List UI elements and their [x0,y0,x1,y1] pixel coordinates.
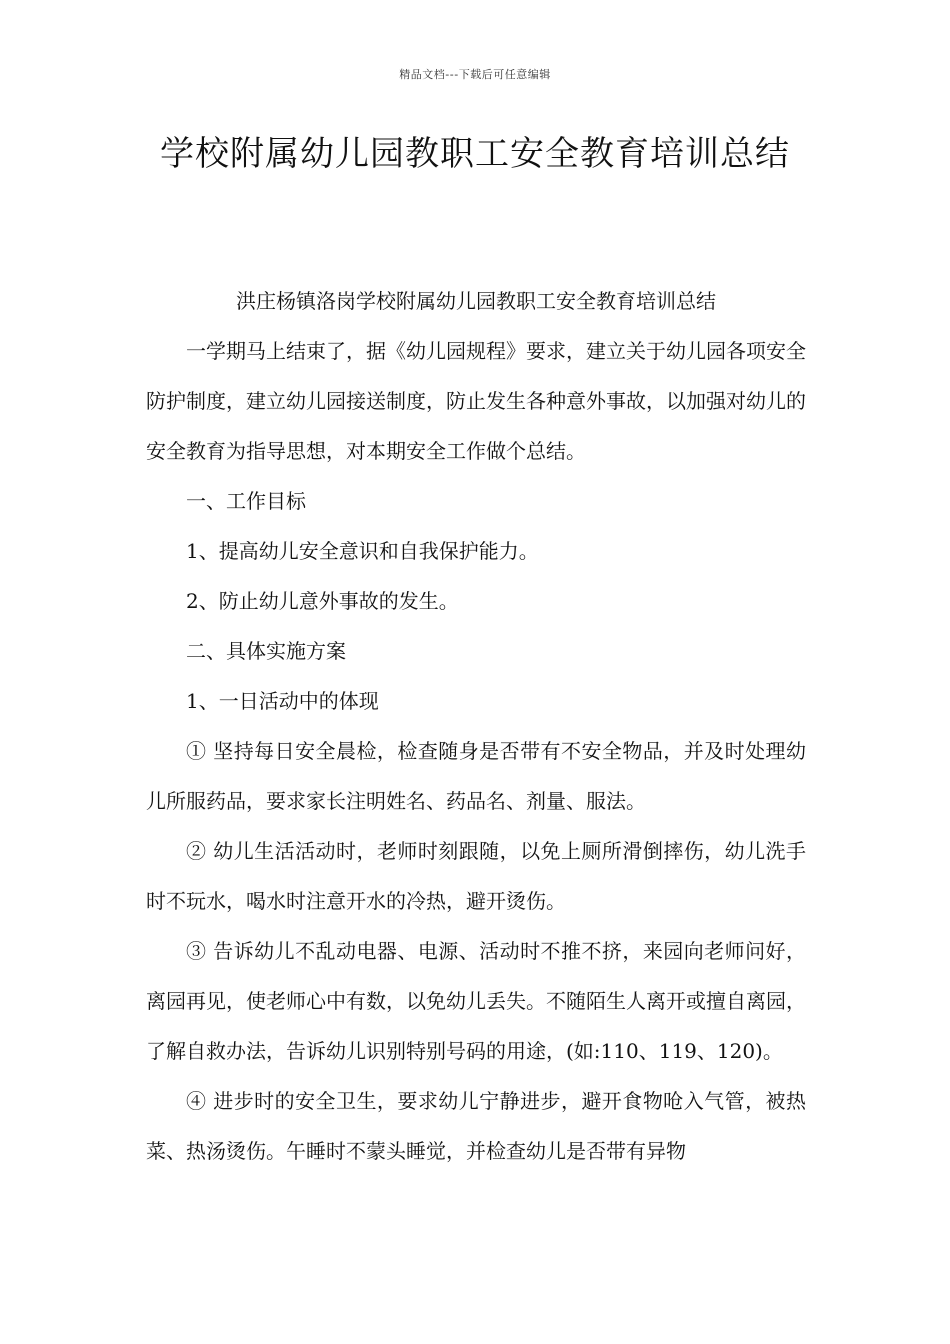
document-body [146,276,806,1176]
document-subtitle: 洪庄杨镇洛岗学校附属幼儿园教职工安全教育培训总结 [236,289,716,313]
section-heading-goals: 一、工作目标 [186,489,306,513]
goal-item-1: 1、提高幼儿安全意识和自我保护能力。 [186,539,539,563]
paragraph-item-3: ③ 告诉幼儿不乱动电器、电源、活动时不推不挤，来园向老师问好，离园再见，使老师心中有数，以免幼儿丢失。不随陌生人离开或擅自离园，了解自救办法，告诉幼儿识别特别号码的用途，(如:110、119、120)。 [146,939,806,1063]
subsection-heading-daily: 1、一日活动中的体现 [186,689,379,713]
goal-item-2: 2、防止幼儿意外事故的发生。 [186,589,459,613]
paragraph-item-1: ① 坚持每日安全晨检，检查随身是否带有不安全物品，并及时处理幼儿所服药品，要求家长注明姓名、药品名、剂量、服法。 [146,739,806,813]
paragraph-item-2: ② 幼儿生活活动时，老师时刻跟随，以免上厕所滑倒摔伤，幼儿洗手时不玩水，喝水时注意开水的冷热，避开烫伤。 [146,839,806,913]
paragraph-item-4: ④ 进步时的安全卫生，要求幼儿宁静进步，避开食物呛入气管，被热菜、热汤烫伤。午睡时不蒙头睡觉，并检查幼儿是否带有异物 [146,1089,806,1163]
header-note: 精品文档---下载后可任意编辑 [399,68,551,81]
document-title: 学校附属幼儿园教职工安全教育培训总结 [160,134,790,174]
paragraph-intro: 一学期马上结束了，据《幼儿园规程》要求，建立关于幼儿园各项安全防护制度，建立幼儿园接送制度，防止发生各种意外事故，以加强对幼儿的安全教育为指导思想，对本期安全工作做个总结。 [146,339,806,463]
section-heading-plan: 二、具体实施方案 [186,639,346,663]
